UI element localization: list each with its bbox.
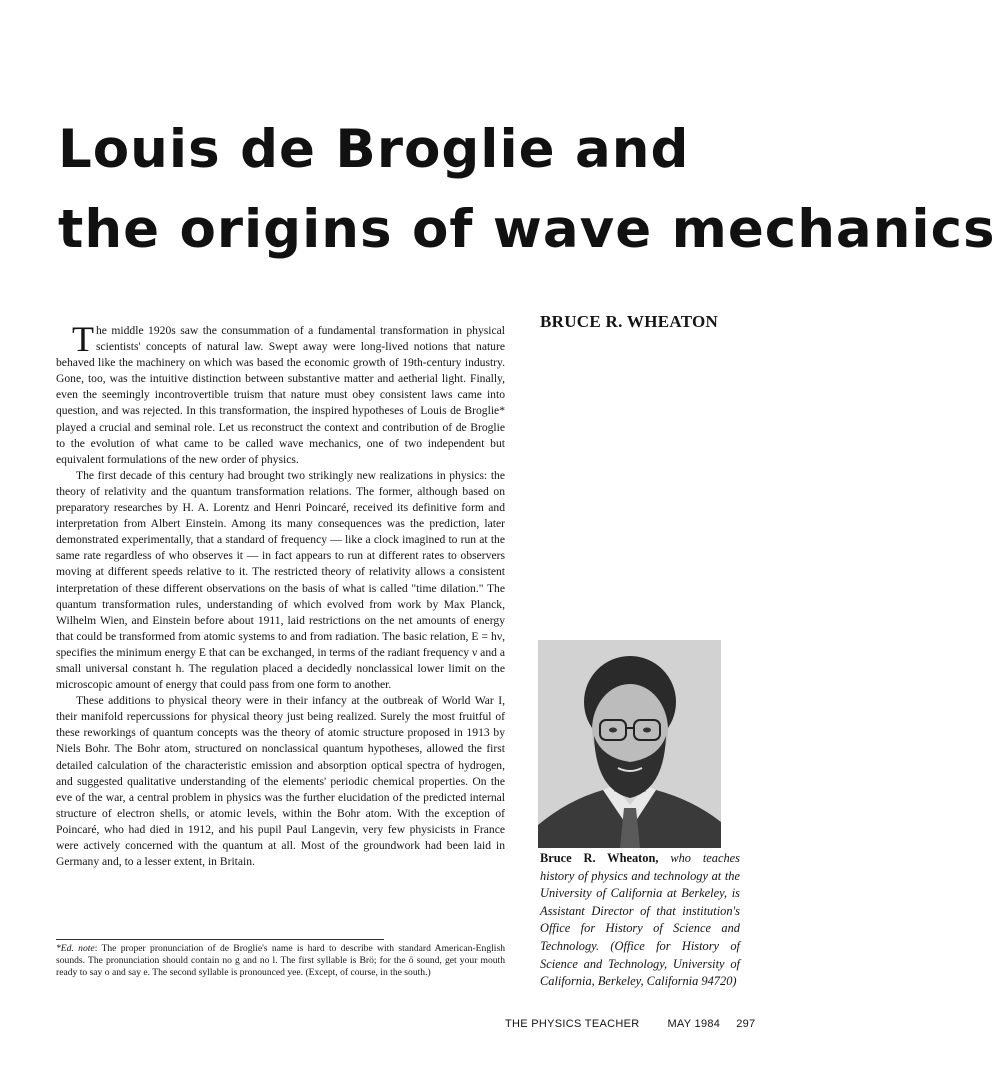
footer-journal: THE PHYSICS TEACHER (505, 1018, 640, 1030)
caption-author-name: Bruce R. Wheaton, (540, 851, 659, 865)
author-name: BRUCE R. WHEATON (540, 312, 719, 331)
footer-date: MAY 1984 (667, 1018, 721, 1030)
body-paragraph-2: The first decade of this century had brought two strikingly new realizations in physics: the theory of relativity and the quantum transformation relations. The former, although based on preparatory researches by H. A. Lorentz and Henri Poincaré, received its definitive form and interpretation from Albert Einstein. Among its many consequences was the prediction, later demonstrated experimentally, that a standard of frequency — like a clock imagined to run at the same rate regardless of who observes it — in fact appears to run at different rates to observers moving at different speeds relative to it. The restricted theory of relativity allows a consistent interpretation of these different observations on the basis of what is called "time dilation." The quantum transformation rules, understanding of which evolved from work by Max Planck, Wilhelm Wien, and Einstein before about 1911, laid restrictions on the net amounts of energy that could be transformed from atomic systems to and from radiation. The basic relation, E = hν, specifies the minimum energy E that can be exchanged, in terms of the radiant frequency ν and a small universal constant h. The regulation placed a decidedly nonclassical lower limit on the microscopic amount of energy that could pass from one form to another. (56, 468, 505, 692)
author-photo (538, 640, 721, 848)
body-paragraph-1 (56, 319, 505, 468)
paragraph-1-text: he middle 1920s saw the consummation of a fundamental transformation in physical scientists' concepts of natural law. Swept away were long-lived notions that nature behaved like the machinery on which was based the economic growth of 19th-century industry. Gone, too, was the intuitive distinction between substantive matter and aetherial light. Finally, even the seemingly incontrovertible truism that nature must obey consistent laws came into question, and was rejected. In this transformation, the inspired hypotheses of Louis de Broglie* played a crucial and seminal role. Let us reconstruct the context and contribution of de Broglie to the evolution of what came to be called wave mechanics, one of two independent but equivalent formulations of the new order of physics. (56, 324, 505, 466)
drop-cap: T (72, 319, 94, 359)
footnote-text: : The proper pronunciation of de Broglie's name is hard to describe with standard American-English sounds. The pronunciation should contain no g and no l. The first syllable is Brö; for the ö sound, get your mouth ready to say o and say e. The second syllable is pronounced yee. (Except, of course, in the south.) (56, 943, 505, 978)
footnote-divider (56, 939, 384, 940)
body-paragraph-3: These additions to physical theory were in their infancy at the outbreak of World War I, their manifold repercussions for physical theory just being realized. Surely the most fruitful of these reworkings of quantum concepts was the theory of atomic structure proposed in 1913 by Niels Bohr. The Bohr atom, structured on nonclassical quantum hypotheses, allowed the first detailed calculation of the characteristic emission and absorption optical spectra of hydrogen, and suggested qualitative understanding of the elements' periodic chemical properties. On the eve of the war, a central problem in physics was the further elucidation of the predicted internal structure of electron shells, or atomic levels, within the Bohr atom. With the exception of Poincaré, who had died in 1912, and his pupil Paul Langevin, very few physicists in France were actively concerned with the quantum at all. Most of the groundwork had been laid in Germany and, to a lesser extent, in Britain. (56, 694, 505, 869)
caption-bio: who teaches history of physics and technology at the University of California at Berkeley, is Assistant Director of that institution's Office for History of Science and Technology. (Office for History of Science and Technology, University of California, Berkeley, California 94720) (540, 851, 740, 989)
photo-caption (540, 850, 740, 991)
title-line-1: Louis de Broglie and (58, 119, 690, 180)
footnote-label: *Ed. note (56, 943, 95, 954)
page-footer (505, 1018, 755, 1030)
footer-page-number: 297 (736, 1018, 756, 1030)
footnote (56, 943, 505, 978)
article-body (56, 319, 505, 870)
title-line-2: the origins of wave mechanics (58, 199, 996, 260)
article-title (58, 110, 996, 270)
